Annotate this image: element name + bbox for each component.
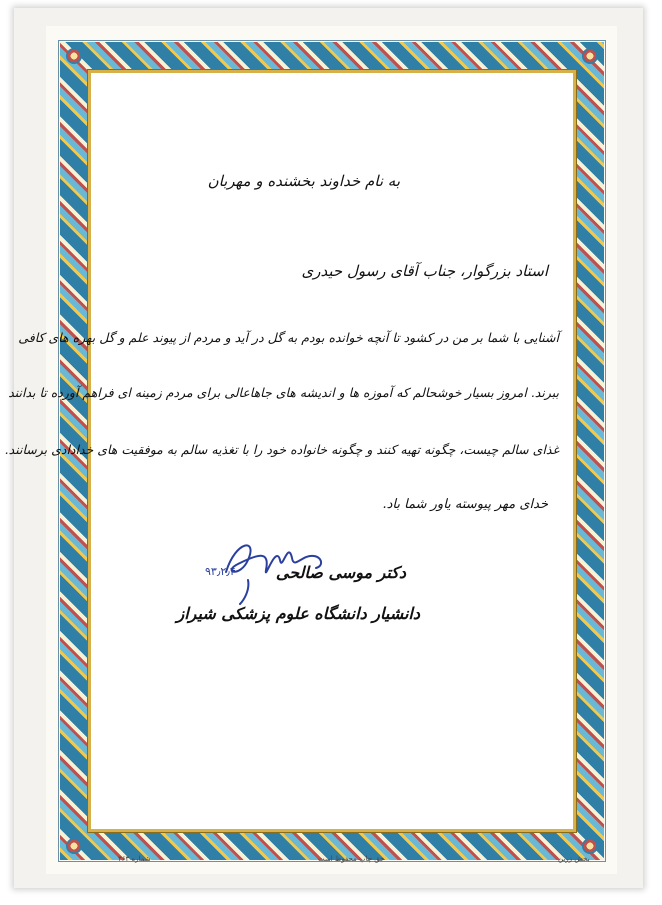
signature-date: ۹۳٫۲٫۴ (205, 565, 236, 578)
footer-copyright: حق چاپ محفوظ است (318, 855, 385, 863)
corner-rosette-bottom-left (66, 838, 82, 854)
letter-body-line: آشنایی با شما بر من در کشود تا آنچه خوانده بودم به گل در آید و مردم از پیوند علم و گل بهره های کافی (18, 330, 559, 345)
letter-closing: خدای مهر پیوسته یاور شما باد. (382, 497, 548, 512)
letter-heading: به نام خداوند بخشنده و مهربان (207, 172, 400, 190)
corner-rosette-bottom-right (582, 838, 598, 854)
corner-rosette-top-right (582, 48, 598, 64)
corner-rosette-top-left (66, 48, 82, 64)
letter-salutation: استاد بزرگوار، جناب آقای رسول حیدری (301, 262, 548, 280)
footer-publisher: بخش زرین (558, 855, 590, 863)
letter-body-line: غذای سالم چیست، چگونه تهیه کنند و چگونه خانواده خود را با تغذیه سالم به موفقیت های خدادادی برسانند. (4, 442, 559, 457)
signatory-title: دانشیار دانشگاه علوم پزشکی شیراز (176, 604, 420, 623)
signatory-name: دکتر موسی صالحی (275, 563, 406, 582)
footer-number: شماره ۳۶۴ (118, 855, 151, 863)
letter-body-line: ببرند. امروز بسیار خوشحالم که آموزه ها و اندیشه های جاهاعالی برای مردم زمینه ای فراهم آورده تا بدانند (8, 385, 559, 400)
